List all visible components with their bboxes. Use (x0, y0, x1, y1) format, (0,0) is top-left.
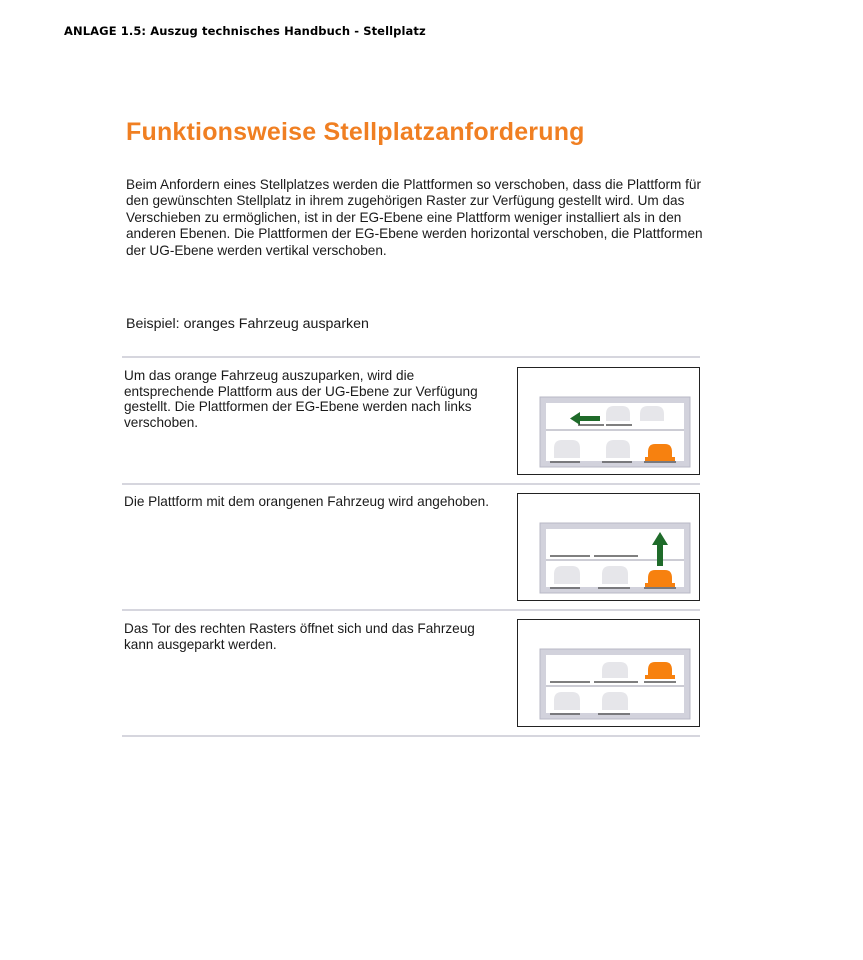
step-3-diagram (517, 619, 700, 727)
orange-car-icon (645, 570, 675, 587)
step-3-text: Das Tor des rechten Rasters öffnet sich und das Fahrzeug kann ausgeparkt werden. (124, 621, 475, 652)
document-header: ANLAGE 1.5: Auszug technisches Handbuch - Stellplatz (64, 24, 426, 38)
divider (122, 735, 700, 737)
example-heading: Beispiel: oranges Fahrzeug ausparken (126, 316, 369, 332)
step-2-diagram (517, 493, 700, 601)
page-title: Funktionsweise Stellplatzanforderung (126, 118, 585, 146)
orange-car-icon (645, 662, 675, 679)
step-2-diagram-graphic (518, 494, 698, 599)
step-3-diagram-graphic (518, 620, 698, 725)
step-1-diagram-graphic (518, 368, 698, 473)
divider (122, 609, 700, 611)
intro-paragraph: Beim Anfordern eines Stellplatzes werden die Plattformen so verschoben, dass die Plattform für den gewünschten Stellplatz in ihrem zugehörigen Raster zur Verfügung gestellt wird. Um das Verschieben zu ermöglichen, ist in der EG-Ebene eine Plattform weniger installiert als in den anderen Ebenen. Die Plattformen der EG-Ebene werden horizontal verschoben, die Plattformen der UG-Ebene werden vertikal verschoben. (126, 177, 703, 258)
divider (122, 356, 700, 358)
step-1-text: Um das orange Fahrzeug auszuparken, wird die entsprechende Plattform aus der UG-Ebene zur Verfügung gestellt. Die Plattformen der EG-Ebene werden nach links verschoben. (124, 368, 478, 430)
step-2-text: Die Plattform mit dem orangenen Fahrzeug wird angehoben. (124, 494, 489, 509)
orange-car-icon (645, 444, 675, 461)
divider (122, 483, 700, 485)
step-1-diagram (517, 367, 700, 475)
